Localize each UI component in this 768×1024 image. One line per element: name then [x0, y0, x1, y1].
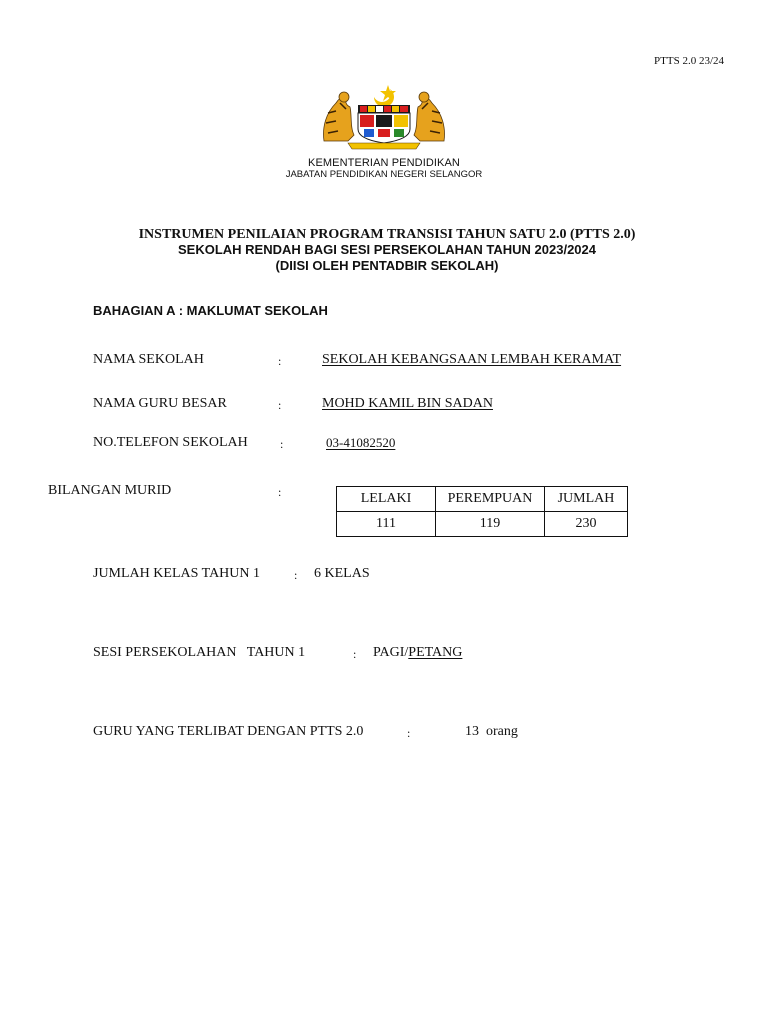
teachers-label: GURU YANG TERLIBAT DENGAN PTTS 2.0 [93, 724, 364, 739]
session-option-petang: PETANG [408, 645, 463, 660]
session-option-pagi: PAGI/ [373, 645, 409, 660]
phone-value: 03-41082520 [326, 435, 396, 450]
teachers-value: 13 orang [465, 724, 518, 739]
colon: : [278, 485, 282, 499]
table-cell: 111 [337, 512, 436, 537]
phone-label: NO.TELEFON SEKOLAH [93, 435, 248, 450]
students-label: BILANGAN MURID [48, 483, 172, 498]
table-cell: 119 [436, 512, 545, 537]
document-note: (DIISI OLEH PENTADBIR SEKOLAH) [275, 258, 499, 273]
headmaster-label: NAMA GURU BESAR [93, 396, 227, 411]
colon: : [278, 398, 282, 412]
school-name-label: NAMA SEKOLAH [93, 352, 204, 367]
headmaster-value: MOHD KAMIL BIN SADAN [322, 396, 493, 411]
table-row [337, 512, 628, 537]
session-value [373, 645, 462, 661]
table-header-cell: PEREMPUAN [436, 487, 545, 512]
colon: : [278, 354, 282, 368]
session-label: SESI PERSEKOLAHAN TAHUN 1 [93, 645, 306, 660]
ministry-name: KEMENTERIAN PENDIDIKAN [308, 157, 460, 169]
colon: : [407, 726, 411, 740]
table-cell: 230 [545, 512, 628, 537]
year1-classes-label: JUMLAH KELAS TAHUN 1 [93, 566, 261, 581]
colon: : [280, 437, 284, 451]
school-name-value: SEKOLAH KEBANGSAAN LEMBAH KERAMAT [322, 352, 622, 367]
table-header-row [337, 487, 628, 512]
students-table [336, 486, 628, 537]
table-header-cell: JUMLAH [545, 487, 628, 512]
section-a-heading: BAHAGIAN A : MAKLUMAT SEKOLAH [93, 303, 328, 318]
colon: : [294, 568, 298, 582]
colon: : [353, 647, 357, 661]
table-header-cell: LELAKI [337, 487, 436, 512]
document-subtitle: SEKOLAH RENDAH BAGI SESI PERSEKOLAHAN TAHUN 2023/2024 [177, 242, 596, 257]
year1-classes-value: 6 KELAS [314, 566, 370, 581]
document-title: INSTRUMEN PENILAIAN PROGRAM TRANSISI TAHUN SATU 2.0 (PTTS 2.0) [138, 227, 636, 242]
department-name: JABATAN PENDIDIKAN NEGERI SELANGOR [285, 169, 483, 180]
coat-of-arms-logo [318, 83, 450, 151]
reference-code: PTTS 2.0 23/24 [654, 55, 724, 67]
